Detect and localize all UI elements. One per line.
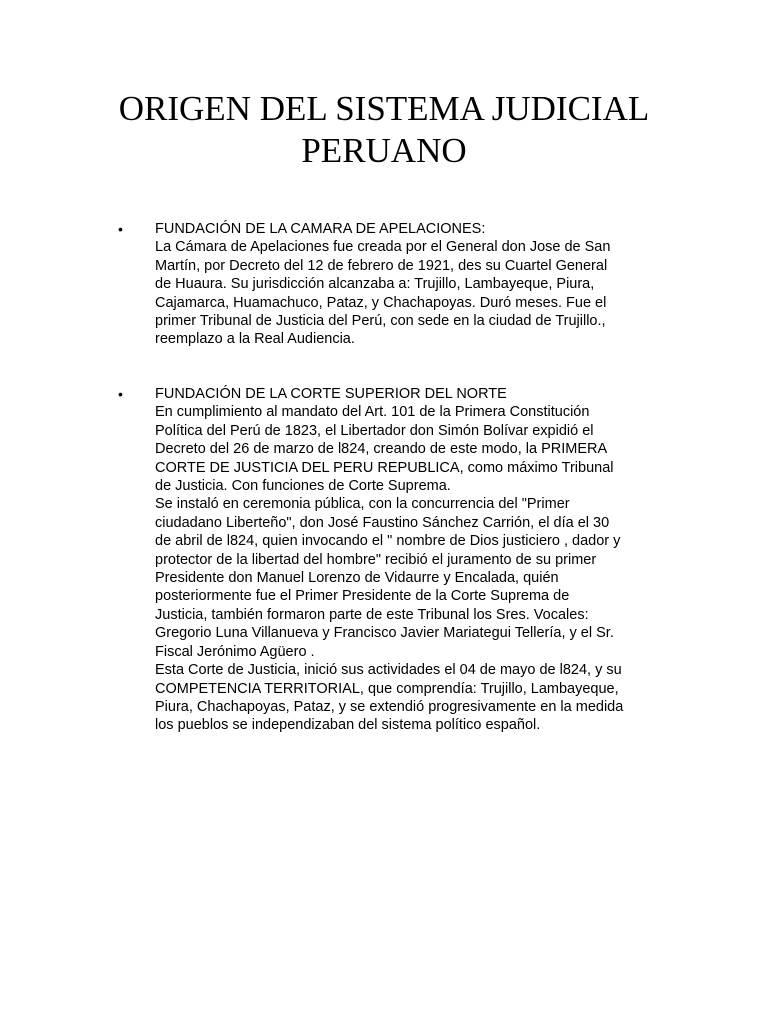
- bullet-icon: •: [118, 386, 123, 402]
- paragraph-line: de Huaura. Su jurisdicción alcanzaba a: Trujillo, Lambayeque, Piura,: [155, 276, 595, 293]
- paragraph-line: protector de la libertad del hombre" recibió el juramento de su primer: [155, 551, 597, 568]
- paragraph-line: Gregorio Luna Villanueva y Francisco Javier Mariategui Tellería, y el Sr.: [155, 625, 614, 642]
- section-heading: FUNDACIÓN DE LA CORTE SUPERIOR DEL NORTE: [155, 386, 507, 402]
- paragraph-line: La Cámara de Apelaciones fue creada por el General don Jose de San: [155, 239, 611, 256]
- bullet-icon: •: [118, 221, 123, 237]
- title-line: PERUANO: [301, 131, 467, 170]
- paragraph-line: Decreto del 26 de marzo de l824, creando de este modo, la PRIMERA: [155, 441, 608, 458]
- paragraph-line: Justicia, también formaron parte de este Tribunal los Sres. Vocales:: [155, 606, 589, 623]
- title-line: ORIGEN DEL SISTEMA JUDICIAL: [118, 89, 650, 128]
- paragraph-line: CORTE DE JUSTICIA DEL PERU REPUBLICA, como máximo Tribunal: [155, 459, 614, 476]
- paragraph-line: Se instaló en ceremonia pública, con la concurrencia del "Primer: [155, 496, 570, 513]
- section-body: [155, 385, 685, 735]
- section-heading: FUNDACIÓN DE LA CAMARA DE APELACIONES:: [155, 221, 486, 237]
- paragraph-line: ciudadano Liberteño", don José Faustino Sánchez Carrión, el día el 30: [155, 514, 610, 531]
- page-title: [90, 88, 678, 172]
- paragraph-line: Cajamarca, Huamachuco, Pataz, y Chachapoyas. Duró meses. Fue el: [155, 294, 607, 311]
- paragraph-line: Política del Perú de 1823, el Libertador don Simón Bolívar expidió el: [155, 422, 594, 439]
- paragraph-line: de Justicia. Con funciones de Corte Suprema.: [155, 478, 451, 495]
- paragraph-line: Presidente don Manuel Lorenzo de Vidaurre y Encalada, quién: [155, 570, 559, 587]
- section-body: [155, 220, 685, 349]
- paragraph-line: de abril de l824, quien invocando el " nombre de Dios justiciero , dador y: [155, 533, 621, 550]
- paragraph-line: reemplazo a la Real Audiencia.: [155, 331, 355, 348]
- paragraph-line: Esta Corte de Justicia, inició sus actividades el 04 de mayo de l824, y su: [155, 662, 622, 679]
- paragraph-line: los pueblos se independizaban del sistema político español.: [155, 717, 541, 734]
- paragraph-line: primer Tribunal de Justicia del Perú, con sede en la ciudad de Trujillo.,: [155, 313, 606, 330]
- paragraph-line: COMPETENCIA TERRITORIAL, que comprendía: Trujillo, Lambayeque,: [155, 680, 619, 697]
- paragraph-line: Martín, por Decreto del 12 de febrero de 1921, des su Cuartel General: [155, 257, 608, 274]
- paragraph-line: Fiscal Jerónimo Agüero .: [155, 643, 315, 660]
- paragraph-line: Piura, Chachapoyas, Pataz, y se extendió progresivamente en la medida: [155, 698, 624, 715]
- paragraph-line: En cumplimiento al mandato del Art. 101 de la Primera Constitución: [155, 404, 590, 421]
- paragraph-line: posteriormente fue el Primer Presidente de la Corte Suprema de: [155, 588, 570, 605]
